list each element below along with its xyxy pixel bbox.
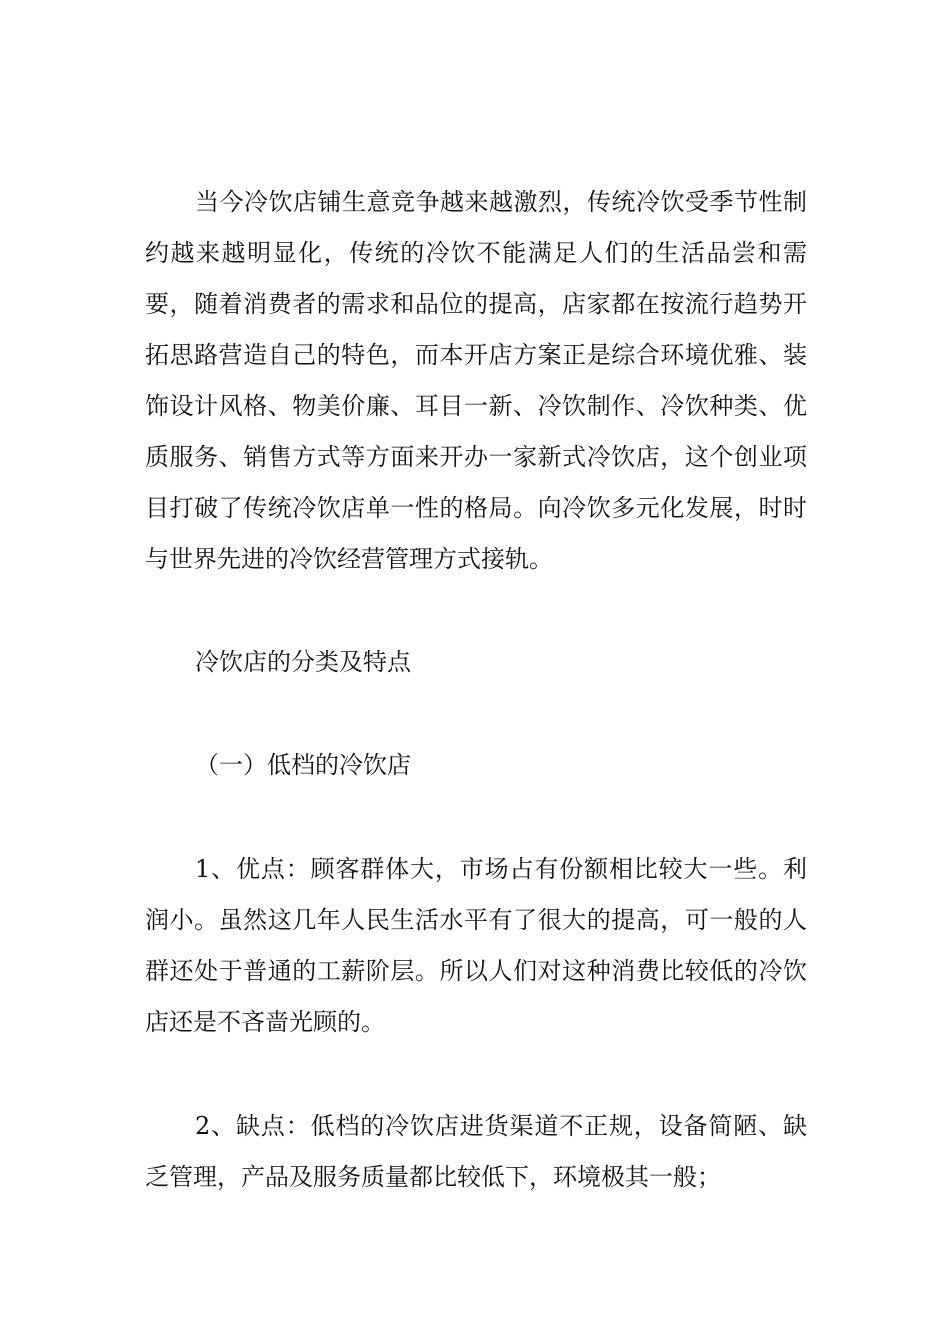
section-heading-category: 冷饮店的分类及特点	[195, 648, 411, 676]
document-page	[145, 177, 807, 1203]
paragraph-gap	[145, 688, 807, 740]
paragraph-gap	[145, 1048, 807, 1101]
intro-paragraph: 当今冷饮店铺生意竞争越来越激烈，传统冷饮受季节性制约越来越明显化，传统的冷饮不能满足人们的生活品尝和需要，随着消费者的需求和品位的提高，店家都在按流行趋势开拓思路营造自己的特色，而本开店方案正是综合环境优雅、装饰设计风格、物美价廉、耳目一新、冷饮制作、冷饮种类、优质服务、销售方式等方面来开办一家新式冷饮店，这个创业项目打破了传统冷饮店单一性的格局。向冷饮多元化发展，时时与世界先进的冷饮经营管理方式接轨。	[145, 188, 807, 573]
paragraph-gap	[145, 585, 807, 637]
disadvantages-paragraph: 2、缺点：低档的冷饮店进货渠道不正规，设备简陋、缺乏管理，产品及服务质量都比较低下，环境极其一般；	[145, 1112, 807, 1191]
advantages-paragraph: 1、优点：顾客群体大，市场占有份额相比较大一些。利润小。虽然这几年人民生活水平有了很大的提高，可一般的人群还处于普通的工薪阶层。所以人们对这种消费比较低的冷饮店还是不吝啬光顾的。	[145, 855, 807, 1036]
subsection-heading-low-end: （一）低档的冷饮店	[195, 751, 411, 779]
paragraph-gap	[145, 791, 807, 844]
